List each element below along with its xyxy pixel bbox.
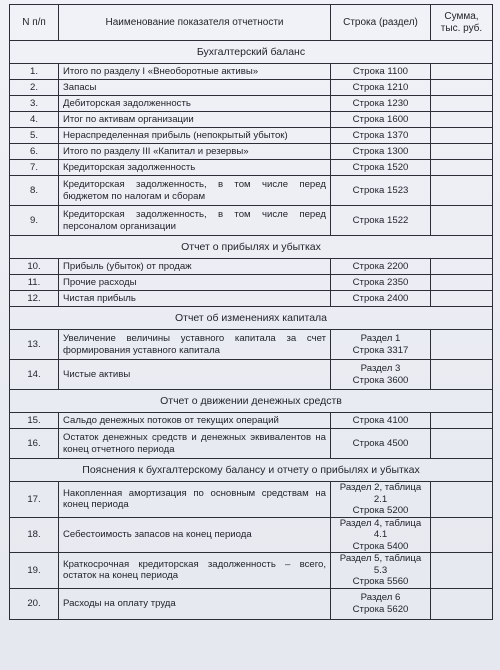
header-indicator-name: Наименование показателя отчетности <box>59 5 331 41</box>
row-section-line: Раздел 2, таблица 2.1 <box>339 482 422 505</box>
row-section-cell <box>331 429 431 459</box>
row-section-line: Раздел 3 <box>360 363 401 374</box>
table-row <box>10 64 493 80</box>
row-section-line: Строка 3600 <box>352 374 409 386</box>
table-row <box>10 330 493 360</box>
table-row <box>10 206 493 236</box>
indicator-name: Нераспределенная прибыль (непокрытый убыток) <box>59 128 331 144</box>
sum-cell[interactable] <box>431 413 493 429</box>
section-header-row <box>10 459 493 482</box>
row-section-line: Строка 4500 <box>352 437 409 449</box>
row-section-cell <box>331 360 431 390</box>
indicator-name: Краткосрочная кредиторская задолженность – всего, остаток на конец периода <box>59 553 331 589</box>
row-section-line: Строка 5400 <box>352 540 409 552</box>
row-number: 5. <box>10 128 59 144</box>
header-sum: Сумма, тыс. руб. <box>431 5 493 41</box>
table-row <box>10 553 493 589</box>
sum-cell[interactable] <box>431 482 493 518</box>
row-section-line: Строка 2200 <box>352 260 409 272</box>
row-section-line: Строка 1370 <box>352 129 409 141</box>
row-number: 2. <box>10 80 59 96</box>
indicator-name: Увеличение величины уставного капитала за счет формирования уставного капитала <box>59 330 331 360</box>
table-body <box>10 41 493 620</box>
header-row-section: Строка (раздел) <box>331 5 431 41</box>
row-number: 10. <box>10 259 59 275</box>
row-section-cell <box>331 275 431 291</box>
indicator-name: Кредиторская задолженность, в том числе перед бюджетом по налогам и сборам <box>59 176 331 206</box>
sum-cell[interactable] <box>431 176 493 206</box>
row-section-cell <box>331 160 431 176</box>
sum-cell[interactable] <box>431 275 493 291</box>
indicator-name: Расходы на оплату труда <box>59 588 331 619</box>
table-row <box>10 96 493 112</box>
section-title: Бухгалтерский баланс <box>10 41 493 64</box>
sum-cell[interactable] <box>431 588 493 619</box>
indicator-name: Накопленная амортизация по основным средствам на конец периода <box>59 482 331 518</box>
row-section-line: Раздел 1 <box>360 333 401 344</box>
row-section-cell <box>331 553 431 589</box>
sum-cell[interactable] <box>431 112 493 128</box>
section-header-row <box>10 236 493 259</box>
section-header-row <box>10 41 493 64</box>
row-section-cell <box>331 482 431 518</box>
row-number: 19. <box>10 553 59 589</box>
row-section-line: Строка 1523 <box>352 184 409 196</box>
sum-cell[interactable] <box>431 259 493 275</box>
sum-cell[interactable] <box>431 291 493 307</box>
indicator-name: Дебиторская задолженность <box>59 96 331 112</box>
table-row <box>10 517 493 553</box>
indicator-name: Сальдо денежных потоков от текущих операций <box>59 413 331 429</box>
indicator-name: Прочие расходы <box>59 275 331 291</box>
sum-cell[interactable] <box>431 360 493 390</box>
table-row <box>10 112 493 128</box>
sum-cell[interactable] <box>431 429 493 459</box>
row-section-cell <box>331 80 431 96</box>
row-section-cell <box>331 176 431 206</box>
indicator-name: Кредиторская задолженность <box>59 160 331 176</box>
section-title: Отчет об изменениях капитала <box>10 307 493 330</box>
row-number: 6. <box>10 144 59 160</box>
table-row <box>10 160 493 176</box>
row-section-cell <box>331 517 431 553</box>
row-section-line: Строка 1300 <box>352 145 409 157</box>
section-title: Отчет о прибылях и убытках <box>10 236 493 259</box>
row-number: 11. <box>10 275 59 291</box>
sum-cell[interactable] <box>431 553 493 589</box>
row-section-line: Строка 1100 <box>352 65 409 77</box>
row-number: 15. <box>10 413 59 429</box>
table-header-row <box>10 5 493 41</box>
indicator-name: Итог по активам организации <box>59 112 331 128</box>
row-section-cell <box>331 64 431 80</box>
row-number: 12. <box>10 291 59 307</box>
row-number: 17. <box>10 482 59 518</box>
indicator-name: Себестоимость запасов на конец периода <box>59 517 331 553</box>
indicator-name: Итого по разделу III «Капитал и резервы» <box>59 144 331 160</box>
indicator-name: Остаток денежных средств и денежных эквивалентов на конец отчетного периода <box>59 429 331 459</box>
row-number: 16. <box>10 429 59 459</box>
table-row <box>10 275 493 291</box>
row-number: 13. <box>10 330 59 360</box>
table-row <box>10 360 493 390</box>
row-section-line: Строка 1520 <box>352 161 409 173</box>
row-section-line: Раздел 4, таблица 4.1 <box>339 517 422 540</box>
row-number: 1. <box>10 64 59 80</box>
indicator-name: Итого по разделу I «Внеоборотные активы» <box>59 64 331 80</box>
row-number: 8. <box>10 176 59 206</box>
indicator-name: Кредиторская задолженность, в том числе перед персоналом организации <box>59 206 331 236</box>
sum-cell[interactable] <box>431 144 493 160</box>
table-row <box>10 80 493 96</box>
row-section-line: Строка 5200 <box>352 505 409 516</box>
row-number: 7. <box>10 160 59 176</box>
row-section-line: Строка 5620 <box>352 603 409 615</box>
reporting-indicators-table <box>9 4 493 620</box>
section-title: Пояснения к бухгалтерскому балансу и отчету о прибылях и убытках <box>10 459 493 482</box>
row-section-cell <box>331 330 431 360</box>
table-row <box>10 144 493 160</box>
row-section-cell <box>331 413 431 429</box>
row-number: 3. <box>10 96 59 112</box>
table-row <box>10 128 493 144</box>
section-header-row <box>10 307 493 330</box>
row-section-line: Строка 4100 <box>352 414 409 426</box>
row-section-line: Строка 1522 <box>352 214 409 226</box>
indicator-name: Чистая прибыль <box>59 291 331 307</box>
row-number: 20. <box>10 588 59 619</box>
table-row <box>10 176 493 206</box>
sum-cell[interactable] <box>431 128 493 144</box>
row-section-line: Строка 1210 <box>352 81 409 93</box>
row-section-line: Строка 3317 <box>352 344 409 356</box>
sum-cell[interactable] <box>431 80 493 96</box>
table-row <box>10 588 493 619</box>
sum-cell[interactable] <box>431 160 493 176</box>
row-section-line: Строка 5560 <box>352 576 409 587</box>
indicator-name: Чистые активы <box>59 360 331 390</box>
sum-cell[interactable] <box>431 96 493 112</box>
row-section-line: Строка 2350 <box>352 276 409 288</box>
row-section-line: Строка 1600 <box>352 113 409 125</box>
row-section-cell <box>331 588 431 619</box>
row-section-cell <box>331 96 431 112</box>
row-section-cell <box>331 144 431 160</box>
row-section-cell <box>331 206 431 236</box>
table-row <box>10 482 493 518</box>
section-title: Отчет о движении денежных средств <box>10 390 493 413</box>
row-section-cell <box>331 128 431 144</box>
row-section-line: Раздел 5, таблица 5.3 <box>339 553 422 576</box>
table-row <box>10 291 493 307</box>
row-number: 18. <box>10 517 59 553</box>
row-section-line: Строка 2400 <box>352 292 409 304</box>
row-section-line: Раздел 6 <box>360 592 401 603</box>
sum-cell[interactable] <box>431 517 493 553</box>
sum-cell[interactable] <box>431 330 493 360</box>
row-section-cell <box>331 259 431 275</box>
sum-cell[interactable] <box>431 64 493 80</box>
table-row <box>10 413 493 429</box>
row-number: 4. <box>10 112 59 128</box>
row-section-line: Строка 1230 <box>352 97 409 109</box>
row-section-cell <box>331 291 431 307</box>
row-section-cell <box>331 112 431 128</box>
section-header-row <box>10 390 493 413</box>
sum-cell[interactable] <box>431 206 493 236</box>
row-number: 14. <box>10 360 59 390</box>
indicator-name: Запасы <box>59 80 331 96</box>
indicator-name: Прибыль (убыток) от продаж <box>59 259 331 275</box>
table-row <box>10 429 493 459</box>
table-row <box>10 259 493 275</box>
header-number: N п/п <box>10 5 59 41</box>
row-number: 9. <box>10 206 59 236</box>
